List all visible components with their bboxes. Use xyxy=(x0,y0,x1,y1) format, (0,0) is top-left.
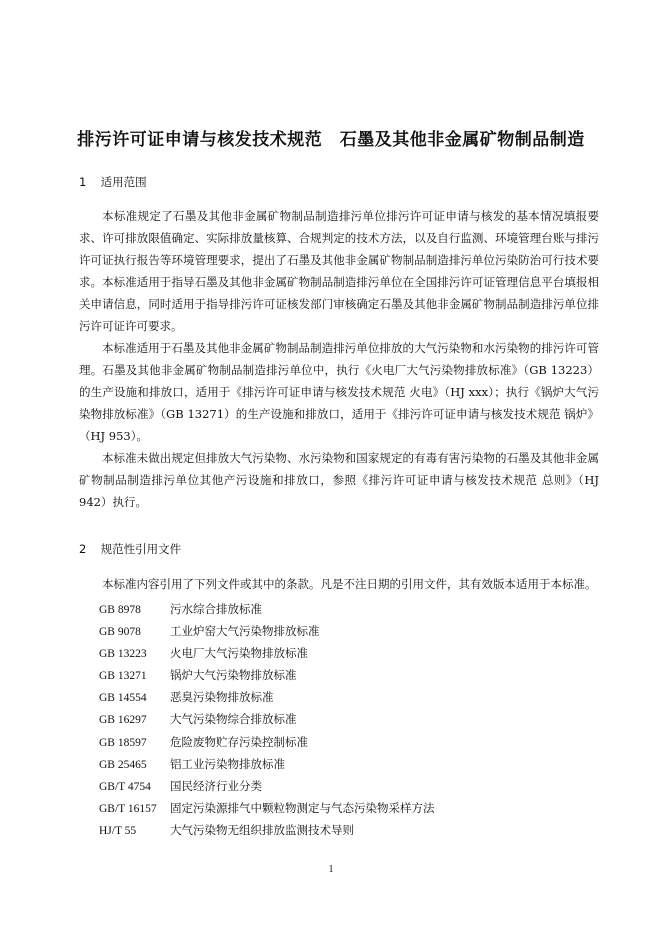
section-number: 1 xyxy=(79,175,87,189)
reference-name: 国民经济行业分类 xyxy=(170,778,262,793)
section-title: 规范性引用文件 xyxy=(100,542,182,556)
reference-name: 大气污染物综合排放标准 xyxy=(170,712,297,727)
section-2-heading xyxy=(79,541,181,557)
page-number: 1 xyxy=(328,864,334,875)
reference-item xyxy=(99,731,599,753)
reference-item xyxy=(99,620,599,642)
reference-item xyxy=(99,753,599,775)
paragraph: 本标准未做出规定但排放大气污染物、水污染物和国家规定的有毒有害污染物的石墨及其他非金属矿物制品制造排污单位其他产污设施和排放口，参照《排污许可证申请与核发技术规范 总则》（HJ 942）执行。 xyxy=(79,451,599,509)
reference-item xyxy=(99,708,599,730)
reference-item xyxy=(99,642,599,664)
reference-code: GB 18597 xyxy=(99,736,147,749)
reference-name: 火电厂大气污染物排放标准 xyxy=(170,646,308,661)
reference-item xyxy=(99,819,599,841)
section-number: 2 xyxy=(79,542,87,556)
reference-name: 污水综合排放标准 xyxy=(170,602,262,616)
reference-code: GB/T 16157 xyxy=(99,802,157,815)
reference-code: GB 8978 xyxy=(99,604,141,616)
reference-name: 固定污染源排气中颗粒物测定与气态污染物采样方法 xyxy=(170,800,435,815)
section-1-heading xyxy=(79,174,147,190)
reference-code: GB/T 4754 xyxy=(99,780,151,793)
reference-list xyxy=(99,598,599,841)
reference-item xyxy=(99,686,599,708)
reference-item xyxy=(99,664,599,686)
reference-code: GB 9078 xyxy=(99,626,141,639)
reference-item xyxy=(99,775,599,797)
reference-name: 工业炉窑大气污染物排放标准 xyxy=(170,624,320,639)
reference-name: 大气污染物无组织排放监测技术导则 xyxy=(170,822,354,837)
reference-name: 锅炉大气污染物排放标准 xyxy=(170,668,297,683)
paragraph: 本标准内容引用了下列文件或其中的条款。凡是不注日期的引用文件，其有效版本适用于本标准。 xyxy=(102,577,597,591)
document-title: 排污许可证申请与核发技术规范 石墨及其他非金属矿物制品制造 xyxy=(77,130,585,150)
reference-name: 危险废物贮存污染控制标准 xyxy=(170,734,308,749)
paragraph: 本标准适用于石墨及其他非金属矿物制品制造排污单位排放的大气污染物和水污染物的排污许可管理。石墨及其他非金属矿物制品制造排污单位中，执行《火电厂大气污染物排放标准》（GB 13223）的生产设施和排放口，适用于《排污许可证申请与核发技术规范 火电》（HJ xxx）；执行《锅炉大气污染物排放标准》（GB 13271）的生产设施和排放口，适用于《排污许可证申请与核发技术规范 锅炉》（HJ 953）。 xyxy=(79,341,599,443)
paragraph: 本标准规定了石墨及其他非金属矿物制品制造排污单位排污许可证申请与核发的基本情况填报要求、许可排放限值确定、实际排放量核算、合规判定的技术方法，以及自行监测、环境管理台账与排污许可证执行报告等环境管理要求，提出了石墨及其他非金属矿物制品制造排污单位污染防治可行技术要求。本标准适用于指导石墨及其他非金属矿物制品制造排污单位在全国排污许可证管理信息平台填报相关申请信息，同时适用于指导排污许可证核发部门审核确定石墨及其他非金属矿物制品制造排污单位排污许可证许可要求。 xyxy=(79,209,599,333)
reference-code: GB 13271 xyxy=(99,670,147,683)
reference-item xyxy=(99,598,599,620)
reference-code: GB 25465 xyxy=(99,758,147,771)
reference-item xyxy=(99,797,599,819)
section-title: 适用范围 xyxy=(100,175,147,189)
reference-code: GB 14554 xyxy=(99,692,147,705)
reference-code: GB 13223 xyxy=(99,648,147,661)
reference-name: 恶臭污染物排放标准 xyxy=(170,690,274,705)
reference-code: GB 16297 xyxy=(99,714,147,727)
reference-code: HJ/T 55 xyxy=(99,824,137,837)
reference-name: 铝工业污染物排放标准 xyxy=(170,756,285,771)
